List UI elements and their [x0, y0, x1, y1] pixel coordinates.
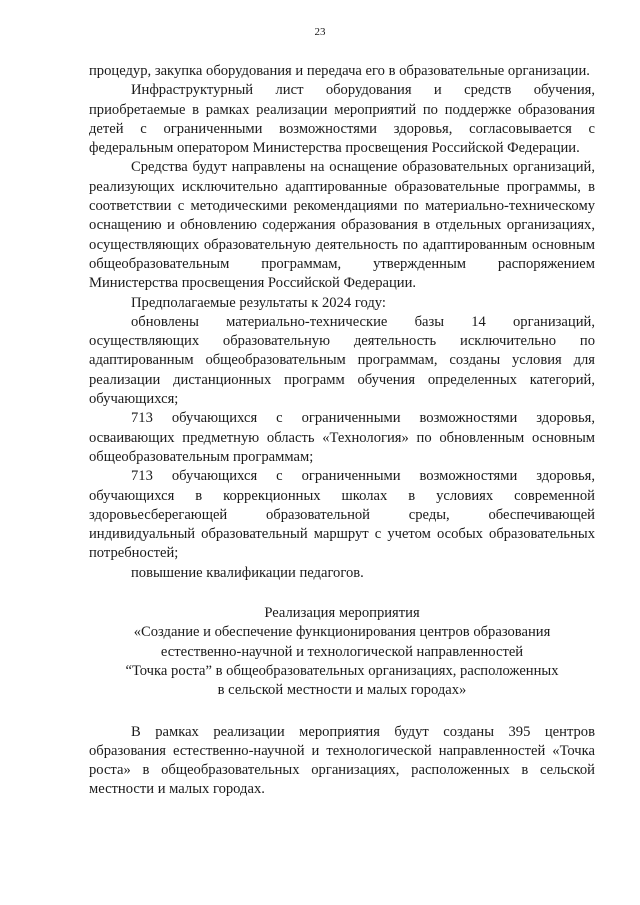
- paragraph: 713 обучающихся с ограниченными возможностями здоровья, осваивающих предметную область «Технология» по обновленным основным общеобразовательным программам;: [89, 410, 595, 465]
- paragraphs-after: [89, 723, 595, 800]
- section-title-line: Реализация мероприятия: [264, 605, 420, 622]
- paragraph: обновлены материально-технические базы 14 организаций, осуществляющих образовательную деятельность исключительно по адаптированным общеобразовательным программам, созданы условия для реализации дистанционных программ обучения определенных категорий, обучающихся;: [89, 313, 595, 408]
- paragraph: процедур, закупка оборудования и передача его в образовательные организации.: [89, 63, 590, 79]
- paragraphs-before: [89, 62, 595, 583]
- section-title-line: в сельской местности и малых городах»: [217, 682, 467, 699]
- paragraph: 713 обучающихся с ограниченными возможностями здоровья, обучающихся в коррекционных школах в условиях современной здоровьесберегающей образовательной среды, обеспечивающей индивидуальный образовательный маршрут с учетом особых образовательных потребностей;: [89, 468, 595, 562]
- document-body: [89, 62, 595, 800]
- section-title-line: естественно-научной и технологической направленностей: [160, 643, 524, 660]
- paragraph: В рамках реализации мероприятия будут созданы 395 центров образования естественно-научной и технологической направленностей «Точка роста» в общеобразовательных организациях, расположенных в сельской местности и малых городах.: [89, 723, 595, 798]
- page-number: 23: [314, 26, 326, 38]
- paragraph: Средства будут направлены на оснащение образовательных организаций, реализующих исключительно адаптированные образовательные программы, в соответствии с методическими рекомендациями по материально-техническому оснащению и обновлению содержания образования в отдельных организациях, осуществляющих образовательную деятельность по адаптированным основным общеобразовательным программам, утвержденным распоряжением Министерства просвещения Российской Федерации.: [89, 159, 595, 292]
- paragraph: Предполагаемые результаты к 2024 году:: [131, 294, 386, 311]
- section-title-line: «Создание и обеспечение функционирования центров образования: [133, 624, 551, 641]
- section-title: [89, 604, 595, 700]
- paragraph: Инфраструктурный лист оборудования и средств обучения, приобретаемые в рамках реализации мероприятий по поддержке образования детей с ограниченными возможностями здоровья, согласовывается с федеральным оператором Министерства просвещения Российской Федерации.: [89, 82, 595, 157]
- paragraph: повышение квалификации педагогов.: [131, 564, 364, 581]
- section-title-line: “Точка роста” в общеобразовательных организациях, расположенных: [125, 662, 559, 679]
